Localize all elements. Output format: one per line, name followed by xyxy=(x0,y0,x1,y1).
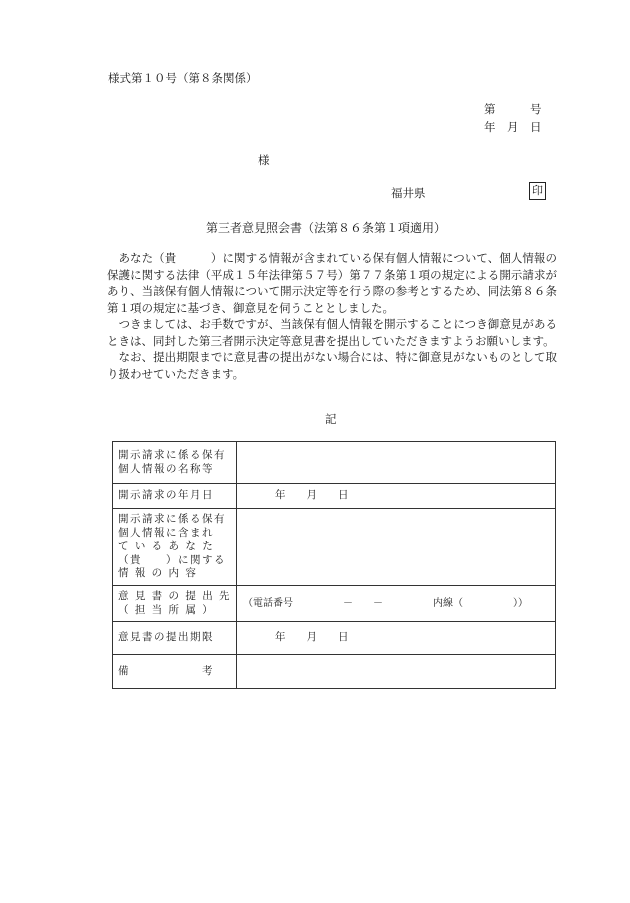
body-paragraph: あなた（貴 ）に関する情報が含まれている保有個人情報について、個人情報の保護に関する法律（平成１５年法律第５７号）第７７条第１項の規定による開示請求があり、当該保有個人情報について開示決定等を行う際の参考とするため、同法第８６条第１項の規定に基づき、御意見を伺うこととしました。 xyxy=(107,251,557,315)
row-value xyxy=(237,509,556,586)
row-value: 年 月 日 xyxy=(237,622,556,655)
row-label xyxy=(113,509,237,586)
label-line: 開示請求の年月日 xyxy=(118,489,214,502)
row-value: （電話番号 － － 内線（ ）） xyxy=(237,586,556,622)
label-line: 個人情報に含まれ xyxy=(118,526,214,539)
form-number: 様式第１０号（第８条関係） xyxy=(108,71,258,85)
row-label xyxy=(113,655,237,689)
body-paragraph: つきましては、お手数ですが、当該保有個人情報を開示することにつき御意見があるときは、同封した第三者開示決定等意見書を提出していただきますようお願いします。 xyxy=(107,317,557,348)
label-line: 個人情報の名称等 xyxy=(118,462,214,475)
table-row xyxy=(113,622,556,655)
body-paragraph: なお、提出期限までに意見書の提出がない場合には、特に御意見がないものとして取り扱わせていただきます。 xyxy=(107,350,557,381)
label-line: 開示請求に係る保有 xyxy=(118,513,226,526)
table-row xyxy=(113,442,556,484)
document-number: 第 号 xyxy=(484,102,542,116)
row-label xyxy=(113,622,237,655)
table-row xyxy=(113,586,556,622)
table-row xyxy=(113,655,556,689)
row-value: 年 月 日 xyxy=(237,484,556,509)
row-value xyxy=(237,655,556,689)
label-line: て い る あ な た xyxy=(118,540,215,553)
issuer-name: 福井県 xyxy=(391,186,426,200)
table-row xyxy=(113,509,556,586)
addressee: 様 xyxy=(258,153,270,167)
label-line: （ 担 当 所 属 ） xyxy=(118,603,215,616)
label-line: 意見書の提出期限 xyxy=(118,631,214,644)
document-title: 第三者意見照会書（法第８６条第１項適用） xyxy=(206,221,447,235)
row-value xyxy=(237,442,556,484)
label-line: 意 見 書 の 提 出 先 xyxy=(118,590,232,602)
label-line: 情 報 の 内 容 xyxy=(118,567,198,580)
row-label xyxy=(113,442,237,484)
table-row xyxy=(113,484,556,509)
label-line: （貴 ）に関する xyxy=(118,553,226,566)
label-line: 開示請求に係る保有 xyxy=(118,449,226,461)
document-date: 年 月 日 xyxy=(484,120,542,134)
label-line: 備 考 xyxy=(118,664,214,677)
row-label xyxy=(113,484,237,509)
seal-mark: 印 xyxy=(529,182,546,200)
body-text xyxy=(107,250,557,382)
info-table xyxy=(112,441,556,689)
ki-heading: 記 xyxy=(325,412,337,426)
row-label xyxy=(113,586,237,622)
